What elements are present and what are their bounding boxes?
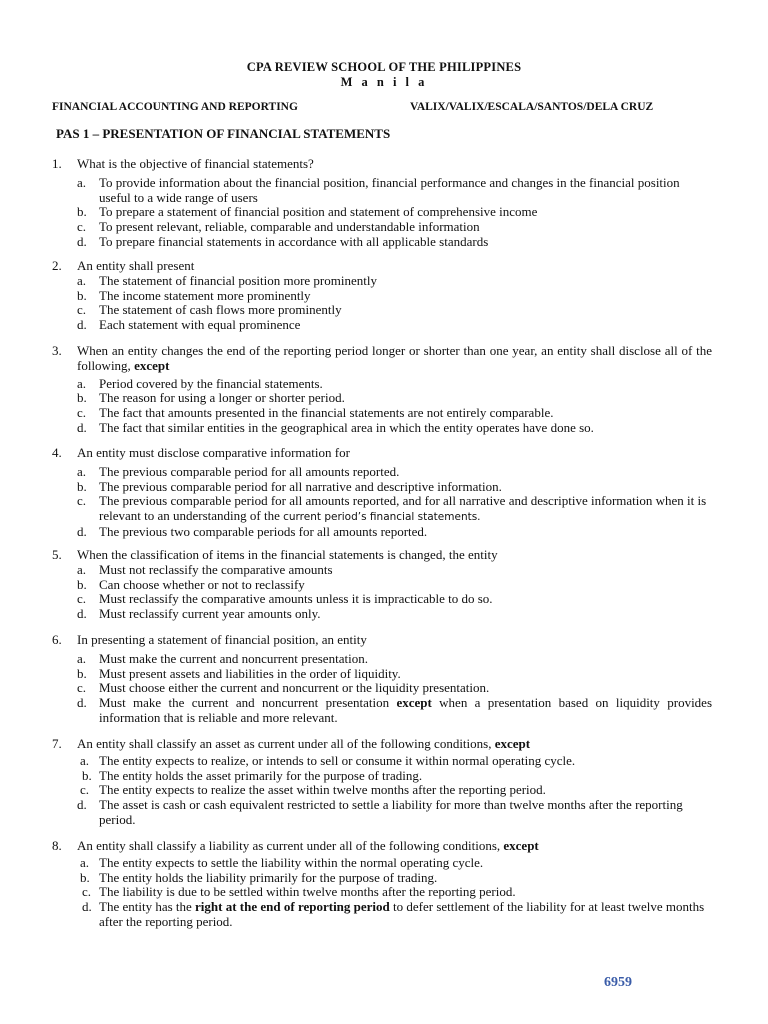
option-letter: b.: [77, 665, 87, 681]
question-8: [52, 839, 712, 930]
option-text: Must present assets and liabilities in the order of liquidity.: [99, 665, 401, 681]
option-letter: b.: [77, 478, 87, 494]
option-text: The previous comparable period for all narrative and descriptive information.: [99, 478, 502, 494]
question-text: When the classification of items in the financial statements is changed, the entity: [77, 547, 498, 562]
question-number: 6.: [52, 632, 62, 647]
question-number: 8.: [52, 838, 62, 853]
option-a: [52, 652, 712, 667]
option-d: [52, 525, 712, 540]
option-text: To present relevant, reliable, comparable and understandable information: [99, 219, 480, 235]
option-b: [52, 480, 712, 495]
option-letter: d.: [82, 899, 92, 915]
option-emphasis: except: [396, 695, 432, 711]
option-text: The asset is cash or cash equivalent restricted to settle a liability for more than twelve months after the reporting period.: [99, 797, 683, 827]
question-7: [52, 737, 712, 828]
option-c: [52, 303, 712, 318]
option-letter: b.: [77, 390, 87, 406]
option-text: Must reclassify the comparative amounts unless it is impracticable to do so.: [99, 591, 493, 607]
option-letter: d.: [77, 419, 87, 435]
option-text: Must choose either the current and noncurrent or the liquidity presentation.: [99, 680, 490, 696]
option-letter: b.: [80, 869, 90, 885]
option-text-tail: current period’s financial statements.: [283, 511, 481, 524]
option-letter: a.: [77, 463, 87, 479]
option-text-main: The previous comparable period for all amounts reported, and for all narrative and descriptive information when it is relevant to an understanding of the: [99, 493, 707, 524]
option-text: The entity holds the liability primarily for the purpose of trading.: [99, 869, 438, 885]
option-c: [52, 681, 712, 696]
question-text: In presenting a statement of financial position, an entity: [77, 632, 367, 647]
option-letter: a.: [77, 272, 87, 288]
option-letter: d.: [77, 606, 87, 622]
option-letter: a.: [80, 854, 90, 870]
option-d: [52, 421, 712, 436]
subject-title: FINANCIAL ACCOUNTING AND REPORTING: [52, 101, 298, 113]
option-a: [52, 176, 712, 206]
question-text: What is the objective of financial statements?: [77, 156, 314, 171]
option-letter: c.: [77, 405, 87, 421]
option-d: [52, 235, 712, 250]
question-3: [52, 344, 712, 436]
option-a: [52, 465, 712, 480]
option-text: To prepare a statement of financial position and statement of comprehensive income: [99, 204, 538, 220]
question-number: 7.: [52, 736, 62, 751]
option-text: The previous two comparable periods for all amounts reported.: [99, 523, 428, 539]
option-text: Can choose whether or not to reclassify: [99, 576, 305, 592]
option-letter: a.: [77, 561, 87, 577]
question-number: 2.: [52, 258, 62, 273]
question-text: An entity shall present: [77, 258, 195, 273]
option-text: Each statement with equal prominence: [99, 317, 301, 333]
option-b: [52, 667, 712, 682]
option-c: [52, 406, 712, 421]
page-number: 6959: [604, 975, 632, 990]
option-text-post: when a presentation based on liquidity provides information that is reliable and more relevant.: [99, 695, 713, 725]
option-d: [52, 900, 712, 930]
question-5: [52, 548, 712, 622]
option-letter: c.: [77, 219, 87, 235]
option-text: Period covered by the financial statements.: [99, 375, 323, 391]
option-emphasis: right at the end of reporting period: [195, 899, 390, 915]
option-a: [52, 563, 712, 578]
option-letter: d.: [77, 233, 87, 249]
question-number: 5.: [52, 547, 62, 562]
option-c: [52, 494, 712, 525]
option-b: [52, 391, 712, 406]
option-b: [52, 289, 712, 304]
option-text: The income statement more prominently: [99, 287, 311, 303]
option-letter: a.: [80, 752, 90, 768]
question-4: [52, 446, 712, 540]
option-b: [52, 769, 712, 784]
option-c: [52, 885, 712, 900]
option-c: [52, 592, 712, 607]
option-letter: d.: [77, 797, 87, 813]
question-number: 1.: [52, 156, 62, 171]
option-letter: c.: [77, 680, 87, 696]
option-c: [52, 220, 712, 235]
option-letter: b.: [82, 767, 92, 783]
option-text: The entity expects to settle the liability within the normal operating cycle.: [99, 854, 484, 870]
option-d: [52, 696, 712, 726]
option-b: [52, 578, 712, 593]
option-d: [52, 798, 712, 828]
option-text: Must not reclassify the comparative amounts: [99, 561, 333, 577]
option-d: [52, 607, 712, 622]
option-letter: b.: [77, 204, 87, 220]
option-a: [52, 377, 712, 392]
question-emphasis: except: [503, 838, 539, 853]
option-text: To prepare financial statements in accordance with all applicable standards: [99, 233, 489, 249]
option-text: Must reclassify current year amounts only.: [99, 606, 321, 622]
question-emphasis: except: [134, 357, 170, 373]
option-text: The fact that similar entities in the geographical area in which the entity operates have done so.: [99, 419, 594, 435]
option-text: The fact that amounts presented in the financial statements are not entirely comparable.: [99, 405, 554, 421]
option-text: The reason for using a longer or shorter period.: [99, 390, 345, 406]
question-1: [52, 157, 712, 250]
option-letter: c.: [82, 884, 92, 900]
option-text: [99, 696, 712, 726]
question-text: When an entity changes the end of the reporting period longer or shorter than one year, an entity shall disclose all of the following,: [77, 343, 712, 373]
option-letter: c.: [77, 493, 87, 509]
option-letter: a.: [77, 174, 87, 190]
option-letter: d.: [77, 317, 87, 333]
option-text-post: to defer settlement of the liability for at least twelve months after the reporting period.: [99, 899, 705, 929]
option-text: The entity expects to realize the asset within twelve months after the reporting period.: [99, 782, 546, 798]
option-letter: c.: [77, 591, 87, 607]
option-text: The entity holds the asset primarily for the purpose of trading.: [99, 767, 423, 783]
option-c: [52, 783, 712, 798]
option-text: The statement of financial position more prominently: [99, 272, 377, 288]
school-name: CPA REVIEW SCHOOL OF THE PHILIPPINES: [246, 60, 522, 74]
question-number: 3.: [52, 343, 62, 358]
option-text: The statement of cash flows more prominently: [99, 302, 342, 318]
question-text: An entity must disclose comparative information for: [77, 445, 350, 460]
option-letter: a.: [77, 650, 87, 666]
option-text: Must make the current and noncurrent presentation.: [99, 650, 368, 666]
question-emphasis: except: [494, 736, 531, 751]
option-text: The entity expects to realize, or intends to sell or consume it within normal operating cycle.: [99, 752, 576, 768]
authors: VALIX/VALIX/ESCALA/SANTOS/DELA CRUZ: [410, 101, 654, 113]
option-d: [52, 318, 712, 333]
option-letter: b.: [77, 576, 87, 592]
option-letter: a.: [77, 375, 87, 391]
option-letter: d.: [77, 523, 87, 539]
option-a: [52, 856, 712, 871]
option-text: [99, 899, 704, 929]
option-text-pre: Must make the current and noncurrent presentation: [99, 695, 390, 711]
option-text: The liability is due to be settled within twelve months after the reporting period.: [99, 884, 516, 900]
option-text: [99, 493, 706, 523]
option-b: [52, 205, 712, 220]
option-letter: c.: [77, 302, 87, 318]
option-a: [52, 274, 712, 289]
question-number: 4.: [52, 445, 62, 460]
topic-heading: PAS 1 – PRESENTATION OF FINANCIAL STATEMENTS: [56, 126, 391, 141]
option-b: [52, 871, 712, 886]
question-text: An entity shall classify an asset as current under all of the following conditions,: [77, 736, 492, 751]
option-letter: d.: [77, 695, 87, 711]
option-text-pre: The entity has the: [99, 899, 192, 915]
option-text: To provide information about the financial position, financial performance and changes in the financial position useful to a wide range of users: [99, 174, 680, 205]
question-text: An entity shall classify a liability as current under all of the following conditions,: [77, 838, 501, 853]
question-6: [52, 633, 712, 726]
option-a: [52, 754, 712, 769]
school-city: M a n i l a: [340, 75, 428, 89]
option-text: The previous comparable period for all amounts reported.: [99, 463, 400, 479]
question-2: [52, 259, 712, 333]
option-letter: c.: [80, 782, 90, 798]
option-letter: b.: [77, 287, 87, 303]
